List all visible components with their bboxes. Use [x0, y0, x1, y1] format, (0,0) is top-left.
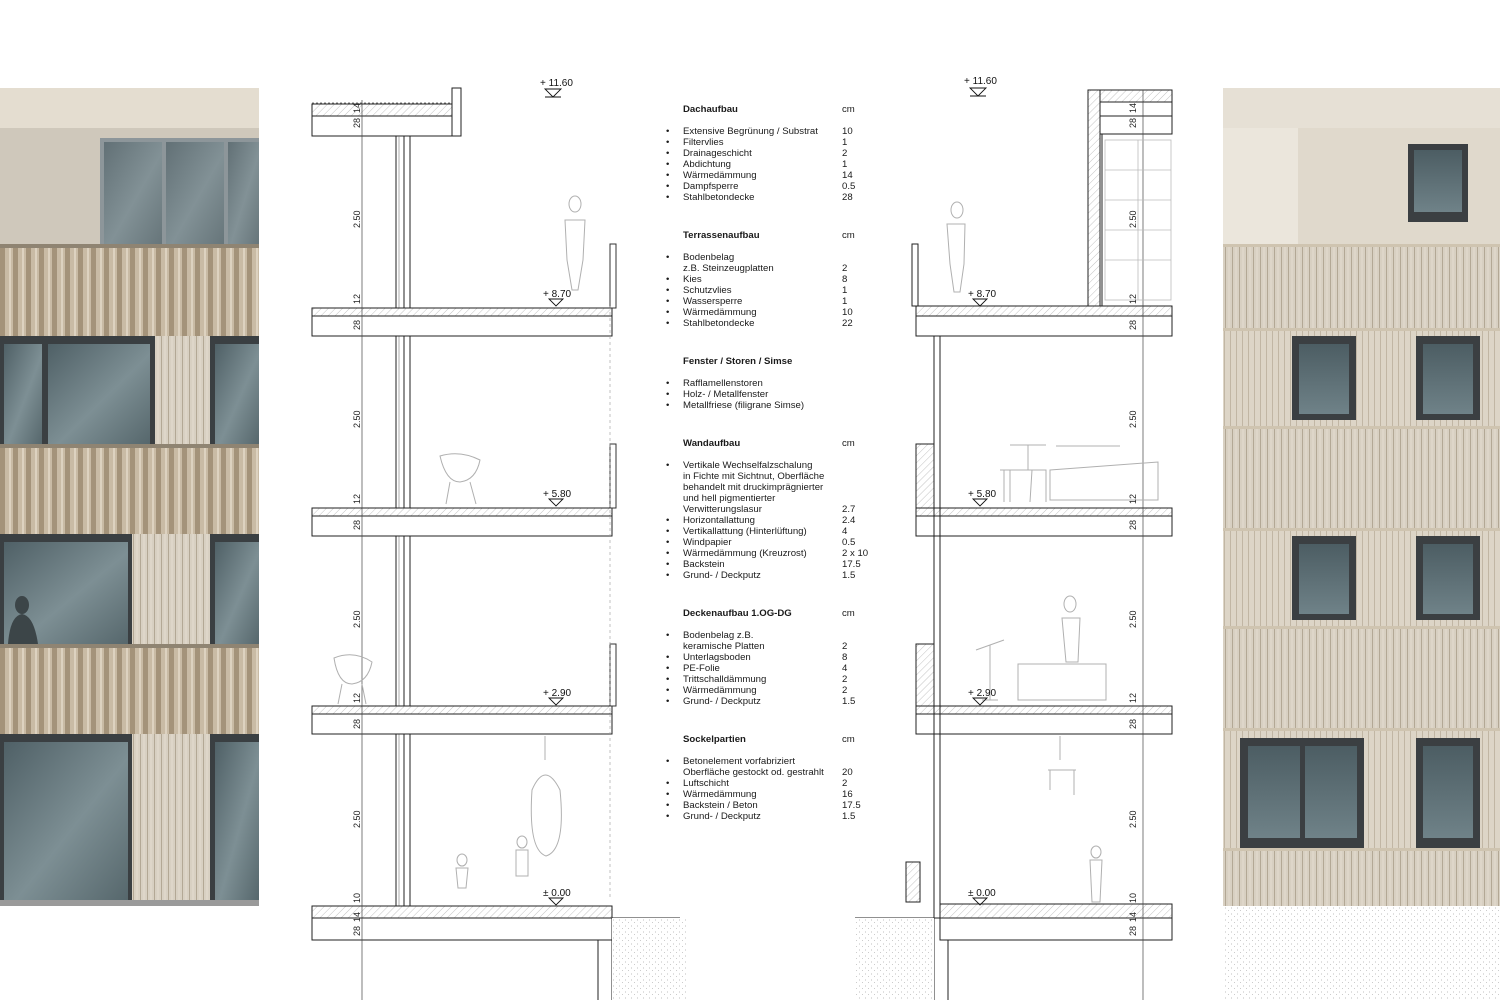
dim-label: 2.50: [1128, 810, 1138, 828]
legend-item-name: Unterlagsboden: [683, 652, 751, 663]
legend-section: [666, 356, 876, 411]
bullet-icon: •: [666, 756, 670, 767]
legend-section-title: Deckenaufbau 1.OG-DG: [683, 608, 792, 619]
bullet-icon: •: [666, 159, 670, 170]
legend-row: [666, 170, 876, 181]
right-elevation: [1223, 88, 1500, 1000]
bullet-icon: •: [666, 537, 670, 548]
child-figure: [1091, 846, 1101, 858]
legend-unit: cm: [842, 438, 855, 449]
bullet-icon: •: [666, 800, 670, 811]
legend-item-name: behandelt mit druckimprägnierter: [683, 482, 824, 493]
legend-item-value: 2: [842, 148, 848, 159]
legend-item-name: Wärmedämmung: [683, 685, 757, 696]
legend-item-name: Grund- / Deckputz: [683, 696, 761, 707]
bullet-icon: •: [666, 789, 670, 800]
bullet-icon: •: [666, 548, 670, 559]
right-section: [855, 90, 1172, 1000]
legend-item-name: Horizontallattung: [683, 515, 755, 526]
legend-row: [666, 307, 876, 318]
child-figure: [1090, 860, 1102, 902]
bullet-icon: •: [666, 389, 670, 400]
bullet-icon: •: [666, 685, 670, 696]
sofa-sketch: [1018, 664, 1106, 700]
legend-section-title: Fenster / Storen / Simse: [683, 356, 793, 367]
legend-item-name: Wärmedämmung: [683, 170, 757, 181]
child-figure: [516, 850, 528, 876]
bullet-icon: •: [666, 285, 670, 296]
legend-item-value: 22: [842, 318, 853, 329]
legend-item-name: Holz- / Metallfenster: [683, 389, 769, 400]
legend-row: [666, 641, 876, 652]
legend-section-header: [666, 356, 876, 367]
legend-item-name: keramische Platten: [683, 641, 765, 652]
bullet-icon: •: [666, 274, 670, 285]
legend-row: [666, 252, 876, 263]
bullet-icon: •: [666, 378, 670, 389]
child-figure: [456, 868, 468, 888]
balcony-railing: [0, 444, 259, 534]
legend-row: [666, 296, 876, 307]
dim-label: 28: [1128, 117, 1138, 128]
legend-section-header: [666, 230, 876, 241]
dim-label: 28: [352, 925, 362, 936]
level-label: + 8.70: [968, 289, 997, 300]
chair-icon: [1000, 470, 1032, 502]
legend-item-name: und hell pigmentierter: [683, 493, 776, 504]
bullet-icon: [666, 482, 683, 493]
dim-label: 28: [352, 718, 362, 729]
legend-unit: cm: [842, 734, 855, 745]
bullet-icon: •: [666, 515, 670, 526]
legend-item-value: 17.5: [842, 559, 861, 570]
bullet-icon: •: [666, 137, 670, 148]
legend-item-value: [842, 471, 876, 482]
dim-label: 14: [1128, 102, 1138, 113]
legend-item-name: Backstein / Beton: [683, 800, 758, 811]
legend-item-value: [842, 630, 876, 641]
legend-item-name: Vertikallattung (Hinterlüftung): [683, 526, 807, 537]
legend-row: [666, 696, 876, 707]
legend-row: [666, 548, 876, 559]
legend-row: [666, 471, 876, 482]
legend-item-name: Betonelement vorfabriziert: [683, 756, 795, 767]
legend-item-name: Luftschicht: [683, 778, 729, 789]
legend-item-value: 16: [842, 789, 853, 800]
legend-row: [666, 526, 876, 537]
bullet-icon: •: [666, 252, 670, 263]
dim-label: 2.50: [1128, 410, 1138, 428]
legend-item-value: 2: [842, 641, 848, 652]
hanging-chair: [531, 736, 561, 856]
legend-row: [666, 789, 876, 800]
child-figure: [517, 836, 527, 848]
legend-section: [666, 438, 876, 581]
dim-label: 28: [352, 319, 362, 330]
legend-item-value: 0.5: [842, 537, 856, 548]
bullet-icon: [666, 471, 683, 482]
level-label: + 8.70: [543, 289, 572, 300]
legend-row: [666, 181, 876, 192]
legend-row: [666, 504, 876, 515]
legend-item-value: 8: [842, 652, 848, 663]
legend-row: [666, 778, 876, 789]
person-figure: [565, 220, 585, 290]
dim-label: 12: [352, 293, 362, 304]
legend-item-name: Dampfsperre: [683, 181, 739, 192]
dim-label: 12: [1128, 692, 1138, 703]
bullet-icon: •: [666, 192, 670, 203]
legend-row: [666, 274, 876, 285]
legend-item-name: Grund- / Deckputz: [683, 811, 761, 822]
legend-item-name: Backstein: [683, 559, 725, 570]
dim-label: 14: [1128, 911, 1138, 922]
legend-row: [666, 159, 876, 170]
dim-label: 2.50: [352, 410, 362, 428]
legend-item-name: Verwitterungslasur: [683, 504, 762, 515]
legend-item-name: Kies: [683, 274, 702, 285]
legend-item-name: Wärmedämmung: [683, 789, 757, 800]
dim-label: 14: [352, 102, 362, 113]
legend-item-value: 8: [842, 274, 848, 285]
legend-unit: [842, 356, 876, 367]
legend-section-header: [666, 104, 876, 115]
legend-item-name: Bodenbelag: [683, 252, 735, 263]
level-label: + 5.80: [543, 489, 572, 500]
legend-row: [666, 570, 876, 581]
bullet-icon: [666, 493, 683, 504]
legend-row: [666, 263, 876, 274]
bullet-icon: •: [666, 570, 670, 581]
sofa-sketch: [1050, 446, 1158, 500]
dim-label: 12: [352, 493, 362, 504]
dim-label: 2.50: [352, 210, 362, 228]
legend-row: [666, 811, 876, 822]
legend-section-header: [666, 608, 876, 619]
legend-item-value: 4: [842, 663, 848, 674]
legend-row: [666, 400, 876, 411]
dim-label: 10: [352, 892, 362, 903]
bullet-icon: •: [666, 400, 670, 411]
legend-section: [666, 734, 876, 822]
legend-item-value: 2.4: [842, 515, 856, 526]
legend-row: [666, 192, 876, 203]
legend-row: [666, 482, 876, 493]
legend-item-name: in Fichte mit Sichtnut, Oberfläche: [683, 471, 825, 482]
lamp-sketch: [1010, 445, 1046, 502]
legend-item-value: 1: [842, 285, 848, 296]
dim-label: 12: [1128, 493, 1138, 504]
bullet-icon: •: [666, 696, 670, 707]
legend-item-value: 2: [842, 778, 848, 789]
bullet-icon: •: [666, 811, 670, 822]
legend-item-name: Metallfriese (filigrane Simse): [683, 400, 805, 411]
legend-item-name: Stahlbetondecke: [683, 318, 755, 329]
person-figure: [569, 196, 581, 212]
dim-label: 2.50: [1128, 610, 1138, 628]
legend-item-value: 1: [842, 159, 848, 170]
dim-label: 2.50: [352, 810, 362, 828]
child-figure: [457, 854, 467, 866]
bullet-icon: [666, 641, 683, 652]
legend-item-value: [842, 378, 876, 389]
legend-section: [666, 104, 876, 203]
legend-item-name: Wärmedämmung (Kreuzrost): [683, 548, 807, 559]
legend-row: [666, 537, 876, 548]
legend-section: [666, 608, 876, 707]
legend-item-value: 0.5: [842, 181, 856, 192]
legend-item-value: 2 x 10: [842, 548, 869, 559]
dim-label: 28: [352, 519, 362, 530]
legend-item-name: Rafflamellenstoren: [683, 378, 763, 389]
legend-row: [666, 663, 876, 674]
legend-section-title: Wandaufbau: [683, 438, 741, 449]
balcony-railing: [0, 644, 259, 734]
legend-item-value: 1: [842, 296, 848, 307]
legend-item-name: Stahlbetondecke: [683, 192, 755, 203]
legend-item-value: [842, 482, 876, 493]
legend-item-value: 2: [842, 674, 848, 685]
bullet-icon: •: [666, 307, 670, 318]
legend-item-value: 10: [842, 126, 853, 137]
bullet-icon: •: [666, 181, 670, 192]
legend-row: [666, 674, 876, 685]
bullet-icon: [666, 263, 683, 274]
legend-item-name: Schutzvlies: [683, 285, 732, 296]
dim-label: 28: [1128, 319, 1138, 330]
legend-item-name: PE-Folie: [683, 663, 720, 674]
legend-item-name: Wassersperre: [683, 296, 743, 307]
level-label: + 2.90: [968, 688, 997, 699]
dim-label: 28: [1128, 925, 1138, 936]
bullet-icon: •: [666, 526, 670, 537]
legend-row: [666, 460, 876, 471]
legend-row: [666, 630, 876, 641]
legend-row: [666, 685, 876, 696]
legend-item-name: Extensive Begrünung / Substrat: [683, 126, 818, 137]
legend-row: [666, 318, 876, 329]
legend-item-value: [842, 389, 876, 400]
material-legend: [666, 104, 876, 822]
legend-item-value: 17.5: [842, 800, 861, 811]
level-label: ± 0.00: [968, 888, 996, 899]
legend-section-header: [666, 734, 876, 745]
legend-row: [666, 652, 876, 663]
legend-item-name: Drainageschicht: [683, 148, 752, 159]
legend-row: [666, 378, 876, 389]
legend-item-name: Abdichtung: [683, 159, 732, 170]
legend-item-value: 1.5: [842, 811, 856, 822]
legend-item-value: [842, 252, 876, 263]
bullet-icon: •: [666, 652, 670, 663]
legend-item-value: 28: [842, 192, 853, 203]
bullet-icon: •: [666, 296, 670, 307]
legend-item-name: Vertikale Wechselfalzschalung: [683, 460, 813, 471]
legend-section-header: [666, 438, 876, 449]
legend-item-name: Windpapier: [683, 537, 732, 548]
legend-item-value: 1: [842, 137, 848, 148]
legend-row: [666, 559, 876, 570]
legend-unit: cm: [842, 608, 855, 619]
dim-label: 2.50: [1128, 210, 1138, 228]
bullet-icon: •: [666, 148, 670, 159]
level-label: + 2.90: [543, 688, 572, 699]
level-label: + 11.60: [964, 76, 997, 87]
bullet-icon: [666, 504, 683, 515]
legend-item-name: Bodenbelag z.B.: [683, 630, 754, 641]
level-label: + 5.80: [968, 489, 997, 500]
legend-row: [666, 800, 876, 811]
legend-item-value: 20: [842, 767, 853, 778]
dim-label: 28: [352, 117, 362, 128]
legend-row: [666, 285, 876, 296]
legend-section: [666, 230, 876, 329]
dim-label: 12: [1128, 293, 1138, 304]
legend-section-title: Dachaufbau: [683, 104, 738, 115]
legend-row: [666, 389, 876, 400]
legend-item-name: Filtervlies: [683, 137, 724, 148]
balcony-railing: [0, 244, 259, 336]
bullet-icon: [666, 767, 683, 778]
bullet-icon: •: [666, 674, 670, 685]
legend-row: [666, 493, 876, 504]
bullet-icon: •: [666, 630, 670, 641]
left-elevation: [0, 88, 259, 906]
legend-item-value: [842, 400, 876, 411]
chair-icon: [440, 454, 480, 504]
dim-label: 28: [1128, 718, 1138, 729]
legend-item-value: 1.5: [842, 696, 856, 707]
legend-item-name: Grund- / Deckputz: [683, 570, 761, 581]
legend-item-value: 4: [842, 526, 848, 537]
legend-item-name: Oberfläche gestockt od. gestrahlt: [683, 767, 824, 778]
legend-section-title: Sockelpartien: [683, 734, 746, 745]
legend-item-value: 1.5: [842, 570, 856, 581]
legend-unit: cm: [842, 230, 855, 241]
legend-row: [666, 767, 876, 778]
legend-row: [666, 137, 876, 148]
left-section: [312, 88, 687, 1000]
person-figure: [1062, 618, 1080, 662]
legend-item-value: 2.7: [842, 504, 856, 515]
person-figure: [947, 224, 965, 292]
legend-item-value: 10: [842, 307, 853, 318]
bullet-icon: •: [666, 126, 670, 137]
legend-row: [666, 126, 876, 137]
person-figure: [951, 202, 963, 218]
dim-label: 12: [352, 692, 362, 703]
legend-row: [666, 515, 876, 526]
legend-item-value: 2: [842, 685, 848, 696]
legend-item-value: [842, 460, 876, 471]
bullet-icon: •: [666, 559, 670, 570]
legend-item-value: [842, 756, 876, 767]
bullet-icon: •: [666, 318, 670, 329]
dim-label: 2.50: [352, 610, 362, 628]
bullet-icon: •: [666, 170, 670, 181]
legend-item-name: Wärmedämmung: [683, 307, 757, 318]
bullet-icon: •: [666, 778, 670, 789]
dim-label: 10: [1128, 892, 1138, 903]
legend-unit: cm: [842, 104, 855, 115]
legend-item-name: Trittschalldämmung: [683, 674, 767, 685]
dim-label: 28: [1128, 519, 1138, 530]
person-figure: [1064, 596, 1076, 612]
legend-item-value: 2: [842, 263, 848, 274]
legend-item-name: z.B. Steinzeugplatten: [683, 263, 774, 274]
dim-label: 14: [352, 911, 362, 922]
bullet-icon: •: [666, 460, 670, 471]
legend-item-value: 14: [842, 170, 853, 181]
legend-row: [666, 756, 876, 767]
legend-section-title: Terrassenaufbau: [683, 230, 760, 241]
bullet-icon: •: [666, 663, 670, 674]
legend-item-value: [842, 493, 876, 504]
level-label: + 11.60: [540, 78, 573, 89]
legend-row: [666, 148, 876, 159]
mobile-sketch: [1048, 736, 1076, 795]
level-label: ± 0.00: [543, 888, 571, 899]
